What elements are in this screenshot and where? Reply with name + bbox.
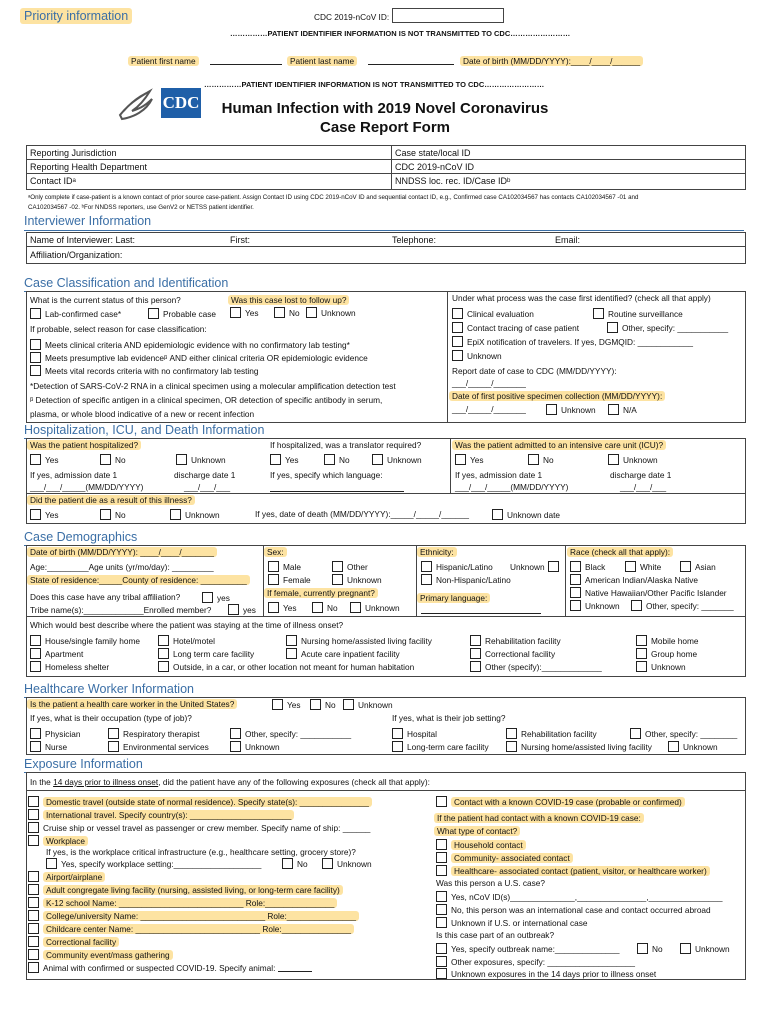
us-case-yes[interactable]: Yes, nCoV ID(s)______________,_______________,________________ xyxy=(436,891,722,902)
checkbox[interactable] xyxy=(46,858,57,869)
checkbox[interactable] xyxy=(100,454,111,465)
checkbox[interactable] xyxy=(350,602,361,613)
checkbox[interactable] xyxy=(452,350,463,361)
icu-unknown[interactable]: Unknown xyxy=(608,454,658,465)
translator-unknown[interactable]: Unknown xyxy=(372,454,422,465)
last-name-input[interactable] xyxy=(368,64,454,65)
occ-physician[interactable]: Physician xyxy=(30,728,81,739)
hosp-yes[interactable]: Yes xyxy=(30,454,59,465)
lost-no-option[interactable]: No xyxy=(274,307,300,318)
probable-option[interactable]: Probable case xyxy=(148,308,216,319)
primary-language-label[interactable]: Primary language: xyxy=(417,593,490,603)
checkbox[interactable] xyxy=(28,923,39,934)
checkbox[interactable] xyxy=(332,574,343,585)
setting-correctional[interactable]: Correctional facility xyxy=(470,648,555,659)
checkbox[interactable] xyxy=(30,308,41,319)
setting-nursing[interactable]: Nursing home/assisted living facility xyxy=(286,635,432,646)
report-date-input[interactable]: ___/_____/_______ xyxy=(452,378,526,388)
race-white[interactable]: White xyxy=(625,561,661,572)
checkbox[interactable] xyxy=(158,635,169,646)
exp-congregate[interactable]: Adult congregate living facility (nursing, assisted living, or long-term care facility) xyxy=(28,884,343,895)
exp-known-contact[interactable]: Contact with a known COVID-19 case (probable or confirmed) xyxy=(436,796,685,807)
death-date-unknown[interactable]: Unknown date xyxy=(492,509,560,520)
checkbox[interactable] xyxy=(228,604,239,615)
discharge-date-label: discharge date 1 xyxy=(174,470,236,480)
reporting-jurisdiction-field[interactable]: Reporting Jurisdiction xyxy=(30,148,117,158)
icu-yes[interactable]: Yes xyxy=(455,454,484,465)
hcw-yes[interactable]: Yes xyxy=(272,699,301,710)
icu-question: Was the patient admitted to an intensive care unit (ICU)? xyxy=(452,440,666,450)
checkbox[interactable] xyxy=(30,454,41,465)
not-transmitted-notice: ……………PATIENT IDENTIFIER INFORMATION IS NOT TRANSMITTED TO CDC…………………… xyxy=(230,29,571,38)
cdc-ncov-id-field[interactable]: CDC 2019-nCoV ID xyxy=(395,162,475,172)
died-yes[interactable]: Yes xyxy=(30,509,59,520)
race-label: Race (check all that apply): xyxy=(567,547,673,557)
sex-unknown[interactable]: Unknown xyxy=(332,574,382,585)
setting-hotel[interactable]: Hotel/motel xyxy=(158,635,215,646)
checkbox[interactable] xyxy=(30,661,41,672)
sex-male[interactable]: Male xyxy=(268,561,301,572)
job-unknown[interactable]: Unknown xyxy=(668,741,718,752)
checkbox[interactable] xyxy=(506,741,517,752)
exp-childcare[interactable]: Childcare center Name: ___________________________ Role:_______________ xyxy=(28,923,354,934)
checkbox[interactable] xyxy=(170,509,181,520)
checkbox[interactable] xyxy=(625,561,636,572)
checkbox[interactable] xyxy=(324,454,335,465)
note-plasma: plasma, or whole blood indicative of a new or recent infection xyxy=(30,409,255,419)
setting-house[interactable]: House/single family home xyxy=(30,635,140,646)
job-hospital[interactable]: Hospital xyxy=(392,728,437,739)
checkbox[interactable] xyxy=(668,741,679,752)
checkbox[interactable] xyxy=(436,917,447,928)
checkbox[interactable] xyxy=(28,962,39,973)
first-name-input[interactable] xyxy=(210,64,282,65)
job-setting-label: If yes, what is their job setting? xyxy=(392,713,506,723)
checkbox[interactable] xyxy=(436,943,447,954)
checkbox[interactable] xyxy=(372,454,383,465)
icu-admission-label: If yes, admission date 1 xyxy=(455,470,543,480)
checkbox[interactable] xyxy=(268,561,279,572)
race-unknown[interactable]: Unknown xyxy=(570,600,620,611)
job-other[interactable]: Other, specify: ________ xyxy=(630,728,737,739)
checkbox[interactable] xyxy=(230,728,241,739)
translator-yes[interactable]: Yes xyxy=(270,454,299,465)
exp-correctional[interactable]: Correctional facility xyxy=(28,936,119,947)
checkbox[interactable] xyxy=(28,835,39,846)
classification-heading: Case Classification and Identification xyxy=(24,276,229,290)
admission-date-input[interactable]: ___/___/_____(MM/DD/YYYY) xyxy=(30,482,144,492)
checkbox[interactable] xyxy=(636,661,647,672)
checkbox[interactable] xyxy=(436,956,447,967)
hcw-heading: Healthcare Worker Information xyxy=(24,682,194,696)
checkbox[interactable] xyxy=(506,728,517,739)
checkbox[interactable] xyxy=(436,839,447,850)
checkbox[interactable] xyxy=(176,454,187,465)
checkbox[interactable] xyxy=(310,699,321,710)
note-rna-detection: *Detection of SARS-CoV-2 RNA in a clinical specimen using a molecular amplification detection test xyxy=(30,381,396,391)
language-input[interactable] xyxy=(270,491,404,492)
checkbox[interactable] xyxy=(607,322,618,333)
checkbox[interactable] xyxy=(570,561,581,572)
checkbox[interactable] xyxy=(28,822,39,833)
checkbox[interactable] xyxy=(421,574,432,585)
exp-k12[interactable]: K-12 school Name: ___________________________ Role:_______________ xyxy=(28,897,337,908)
process-other-option[interactable]: Other, specify: ___________ xyxy=(607,322,728,333)
checkbox[interactable] xyxy=(637,943,648,954)
exp-airport[interactable]: Airport/airplane xyxy=(28,871,105,882)
setting-mobile[interactable]: Mobile home xyxy=(636,635,699,646)
checkbox[interactable] xyxy=(230,741,241,752)
admission-date-label: If yes, admission date 1 xyxy=(30,470,118,480)
setting-homeless[interactable]: Homeless shelter xyxy=(30,661,109,672)
checkbox[interactable] xyxy=(636,648,647,659)
checkbox[interactable] xyxy=(436,891,447,902)
checkbox[interactable] xyxy=(455,454,466,465)
exp-community[interactable]: Community event/mass gathering xyxy=(28,949,173,960)
checkbox[interactable] xyxy=(312,602,323,613)
had-contact-label: If the patient had contact with a known COVID-19 case: xyxy=(434,813,644,823)
checkbox[interactable] xyxy=(158,648,169,659)
setting-group[interactable]: Group home xyxy=(636,648,697,659)
us-case-no[interactable]: No, this person was an international case and contact occurred abroad xyxy=(436,904,711,915)
checkbox[interactable] xyxy=(28,809,39,820)
exp-international[interactable]: International travel. Specify country(s): ______________________ xyxy=(28,809,294,820)
hospitalization-heading: Hospitalization, ICU, and Death Information xyxy=(24,423,265,437)
checkbox[interactable] xyxy=(30,728,41,739)
language-label: If yes, specify which language: xyxy=(270,470,383,480)
outbreak-no[interactable]: No xyxy=(637,943,663,954)
tribe-name-input[interactable]: Tribe name(s):_____________Enrolled member? xyxy=(30,605,212,615)
other-exposures[interactable]: Other exposures, specify: ___________________ xyxy=(436,956,635,967)
checkbox[interactable] xyxy=(343,699,354,710)
sex-female[interactable]: Female xyxy=(268,574,311,585)
checkbox[interactable] xyxy=(158,661,169,672)
occ-unknown[interactable]: Unknown xyxy=(230,741,280,752)
checkbox[interactable] xyxy=(470,648,481,659)
checkbox[interactable] xyxy=(570,600,581,611)
contact-id-field[interactable]: Contact IDᵃ xyxy=(30,176,76,186)
demo-residence[interactable]: State of residence:_____County of residence: __________ xyxy=(27,575,250,585)
exposure-heading: Exposure Information xyxy=(24,757,143,771)
checkbox[interactable] xyxy=(392,741,403,752)
icu-admission-input[interactable]: ___/___/_____(MM/DD/YYYY) xyxy=(455,482,569,492)
checkbox[interactable] xyxy=(270,454,281,465)
checkbox[interactable] xyxy=(286,635,297,646)
icu-discharge-label: discharge date 1 xyxy=(610,470,672,480)
checkbox[interactable] xyxy=(436,852,447,863)
checkbox[interactable] xyxy=(100,509,111,520)
race-aian[interactable]: American Indian/Alaska Native xyxy=(570,574,698,585)
reason-vital-records[interactable]: Meets vital records criteria with no confirmatory lab testing xyxy=(30,365,259,376)
cdc-logo: CDC xyxy=(161,88,201,118)
contact-type-label: What type of contact? xyxy=(434,826,520,836)
checkbox[interactable] xyxy=(28,949,39,960)
checkbox[interactable] xyxy=(680,561,691,572)
checkbox[interactable] xyxy=(274,307,285,318)
interviewer-heading: Interviewer Information xyxy=(24,214,152,228)
setting-apartment[interactable]: Apartment xyxy=(30,648,83,659)
checkbox[interactable] xyxy=(148,308,159,319)
race-other[interactable]: Other, specify: _______ xyxy=(631,600,734,611)
exp-critical-no[interactable]: No xyxy=(282,858,308,869)
reason-presumptive-lab[interactable]: Meets presumptive lab evidenceᵝ AND either clinical criteria OR epidemiologic evidence xyxy=(30,352,368,363)
checkbox[interactable] xyxy=(436,968,447,979)
demographics-heading: Case Demographics xyxy=(24,530,138,544)
outbreak-yes[interactable]: Yes, specify outbreak name:______________ xyxy=(436,943,620,954)
hcw-no[interactable]: No xyxy=(310,699,336,710)
note-antigen: ᵝ Detection of specific antigen in a clinical specimen, OR detection of specific antibody in serum, xyxy=(30,395,383,405)
process-question: Under what process was the case first identified? (check all that apply) xyxy=(452,293,711,303)
reason-clinical-epi[interactable]: Meets clinical criteria AND epidemiologic evidence with no confirmatory lab testing* xyxy=(30,339,350,350)
translator-no[interactable]: No xyxy=(324,454,350,465)
outbreak-question: Is this case part of an outbreak? xyxy=(436,930,555,940)
contact-tracing-option[interactable]: Contact tracing of case patient xyxy=(452,322,579,333)
checkbox[interactable] xyxy=(268,602,279,613)
exp-critical-unknown[interactable]: Unknown xyxy=(322,858,372,869)
checkbox[interactable] xyxy=(631,600,642,611)
exp-critical-yes[interactable]: Yes, specify workplace setting:___________________ xyxy=(46,858,261,869)
exposure-intro: In the 14 days prior to illness onset, did the patient have any of the following exposures (check all that apply): xyxy=(30,777,430,787)
checkbox[interactable] xyxy=(608,454,619,465)
setting-unknown[interactable]: Unknown xyxy=(636,661,686,672)
cdc-id-label: CDC 2019-nCoV ID: xyxy=(314,12,390,22)
discharge-date-input[interactable]: ___/___/___ xyxy=(184,482,231,492)
clinical-evaluation-option[interactable]: Clinical evaluation xyxy=(452,308,534,319)
checkbox[interactable] xyxy=(30,648,41,659)
outbreak-unknown[interactable]: Unknown xyxy=(680,943,730,954)
probable-reason-label: If probable, select reason for case classification: xyxy=(30,324,207,334)
checkbox[interactable] xyxy=(268,574,279,585)
checkbox[interactable] xyxy=(28,936,39,947)
checkbox[interactable] xyxy=(30,635,41,646)
hospitalized-question: Was the patient hospitalized? xyxy=(27,440,141,450)
tribal-yes[interactable]: yes xyxy=(202,592,230,603)
epix-option[interactable]: EpiX notification of travelers. If yes, DGMQID: ____________ xyxy=(452,336,693,347)
pregnant-question: If female, currently pregnant? xyxy=(264,588,378,598)
form-title-line1: Human Infection with 2019 Novel Coronavirus xyxy=(221,100,549,117)
checkbox[interactable] xyxy=(108,741,119,752)
patient-last-name-label: Patient last name xyxy=(287,56,357,66)
checkbox[interactable] xyxy=(28,884,39,895)
cdc-id-input[interactable] xyxy=(392,8,504,23)
interviewer-email[interactable]: Email: xyxy=(555,235,581,245)
icu-discharge-input[interactable]: ___/___/___ xyxy=(620,482,667,492)
checkbox[interactable] xyxy=(608,404,619,415)
checkbox[interactable] xyxy=(30,339,41,350)
checkbox[interactable] xyxy=(548,561,559,572)
checkbox[interactable] xyxy=(436,904,447,915)
checkbox[interactable] xyxy=(546,404,557,415)
race-black[interactable]: Black xyxy=(570,561,605,572)
primary-language-input[interactable] xyxy=(421,613,541,614)
checkbox[interactable] xyxy=(286,648,297,659)
setting-outside[interactable]: Outside, in a car, or other location not meant for human habitation xyxy=(158,661,414,672)
first-positive-input[interactable]: ___/_____/_______ xyxy=(452,404,526,414)
occupation-label: If yes, what is their occupation (type of job)? xyxy=(30,713,192,723)
lost-yes-option[interactable]: Yes xyxy=(230,307,259,318)
interviewer-affiliation[interactable]: Affiliation/Organization: xyxy=(30,250,123,260)
checkbox[interactable] xyxy=(202,592,213,603)
hcw-question: Is the patient a health care worker in the United States? xyxy=(27,699,237,709)
occ-other[interactable]: Other, specify: ___________ xyxy=(230,728,351,739)
occ-environmental[interactable]: Environmental services xyxy=(108,741,209,752)
checkbox[interactable] xyxy=(272,699,283,710)
checkbox[interactable] xyxy=(28,796,39,807)
report-date-label: Report date of case to CDC (MM/DD/YYYY): xyxy=(452,366,617,376)
died-question: Did the patient die as a result of this illness? xyxy=(27,495,195,505)
footnote-b: CA102034567 -02. ᵇFor NNDSS reporters, use GenV2 or NETSS patient identifier. xyxy=(28,204,254,211)
hcw-unknown[interactable]: Unknown xyxy=(343,699,393,710)
checkbox[interactable] xyxy=(30,352,41,363)
translator-question: If hospitalized, was a translator required? xyxy=(270,440,422,450)
exp-cruise[interactable]: Cruise ship or vessel travel as passenger or crew member. Specify name of ship: ______ xyxy=(28,822,370,833)
footnote-a: ᵃOnly complete if case-patient is a known contact of prior source case-patient. Assign Contact ID using CDC 2019-nCoV ID and sequential contact ID, e.g., Confirmed case CA102034567 has contacts CA102034567 -01 and xyxy=(28,194,639,201)
exp-college[interactable]: College/university Name: ___________________________ Role:_______________ xyxy=(28,910,359,921)
checkbox[interactable] xyxy=(570,587,581,598)
patient-first-name-label: Patient first name xyxy=(128,56,199,66)
exp-animal[interactable]: Animal with confirmed or suspected COVID-19. Specify animal: xyxy=(28,962,312,973)
ethnicity-non-hispanic[interactable]: Non-Hispanic/Latino xyxy=(421,574,511,585)
checkbox[interactable] xyxy=(452,336,463,347)
first-positive-unknown[interactable]: Unknown xyxy=(546,404,596,415)
form-title-line2: Case Report Form xyxy=(319,119,451,136)
us-case-unknown[interactable]: Unknown if U.S. or international case xyxy=(436,917,588,928)
interviewer-phone[interactable]: Telephone: xyxy=(392,235,437,245)
sex-other[interactable]: Other xyxy=(332,561,368,572)
checkbox[interactable] xyxy=(282,858,293,869)
checkbox[interactable] xyxy=(322,858,333,869)
checkbox[interactable] xyxy=(28,871,39,882)
sex-label: Sex: xyxy=(264,547,287,557)
ethnicity-hispanic[interactable]: Hispanic/Latino xyxy=(421,561,493,572)
setting-acute[interactable]: Acute care inpatient facility xyxy=(286,648,400,659)
job-rehab[interactable]: Rehabilitation facility xyxy=(506,728,597,739)
setting-other[interactable]: Other (specify):_____________ xyxy=(470,661,602,672)
status-question: What is the current status of this person? xyxy=(30,295,181,305)
checkbox[interactable] xyxy=(421,561,432,572)
tribal-question: Does this case have any tribal affiliation? xyxy=(30,592,181,602)
checkbox[interactable] xyxy=(332,561,343,572)
hosp-unknown[interactable]: Unknown xyxy=(176,454,226,465)
process-unknown-option[interactable]: Unknown xyxy=(452,350,502,361)
checkbox[interactable] xyxy=(392,728,403,739)
checkbox[interactable] xyxy=(528,454,539,465)
checkbox[interactable] xyxy=(108,728,119,739)
checkbox[interactable] xyxy=(630,728,641,739)
demo-age[interactable]: Age:_________Age units (yr/mo/day): _________ xyxy=(30,562,214,572)
checkbox[interactable] xyxy=(452,322,463,333)
not-transmitted-notice-2: ……………PATIENT IDENTIFIER INFORMATION IS NOT TRANSMITTED TO CDC…………………… xyxy=(204,80,545,89)
checkbox[interactable] xyxy=(436,796,447,807)
exp-critical-question: If yes, is the workplace critical infrastructure (e.g., healthcare setting, grocery store)? xyxy=(46,847,356,857)
dob-header-label[interactable]: Date of birth (MM/DD/YYYY):____/____/______ xyxy=(460,56,643,66)
death-date-input[interactable]: If yes, date of death (MM/DD/YYYY):_____/_____/______ xyxy=(255,509,470,519)
checkbox[interactable] xyxy=(570,574,581,585)
icu-no[interactable]: No xyxy=(528,454,554,465)
setting-rehab[interactable]: Rehabilitation facility xyxy=(470,635,561,646)
first-positive-label: Date of first positive specimen collection (MM/DD/YYYY): xyxy=(449,391,665,401)
contact-healthcare[interactable]: Healthcare- associated contact (patient, visitor, or healthcare worker) xyxy=(436,865,710,876)
priority-label: Priority information xyxy=(20,8,132,24)
checkbox[interactable] xyxy=(30,509,41,520)
first-positive-na[interactable]: N/A xyxy=(608,404,637,415)
died-no[interactable]: No xyxy=(100,509,126,520)
checkbox[interactable] xyxy=(436,865,447,876)
checkbox[interactable] xyxy=(593,308,604,319)
demo-dob[interactable]: Date of birth (MM/DD/YYYY): ____/____/_______ xyxy=(27,547,217,557)
contact-community[interactable]: Community- associated contact xyxy=(436,852,573,863)
job-ltc[interactable]: Long-term care facility xyxy=(392,741,489,752)
checkbox[interactable] xyxy=(30,741,41,752)
nndss-id-field[interactable]: NNDSS loc. rec. ID/Case IDᵇ xyxy=(395,176,511,186)
checkbox[interactable] xyxy=(636,635,647,646)
setting-question: Which would best describe where the patient was staying at the time of illness onset? xyxy=(30,620,344,630)
occ-respiratory[interactable]: Respiratory therapist xyxy=(108,728,200,739)
pregnant-no[interactable]: No xyxy=(312,602,338,613)
us-case-question: Was this person a U.S. case? xyxy=(436,878,545,888)
exp-workplace[interactable]: Workplace xyxy=(28,835,88,846)
checkbox[interactable] xyxy=(28,897,39,908)
lab-confirmed-option[interactable]: Lab-confirmed case* xyxy=(30,308,121,319)
occ-nurse[interactable]: Nurse xyxy=(30,741,67,752)
checkbox[interactable] xyxy=(306,307,317,318)
enrolled-yes[interactable]: yes xyxy=(228,604,256,615)
checkbox[interactable] xyxy=(470,661,481,672)
lost-follow-up-question: Was this case lost to follow up? xyxy=(228,295,349,305)
checkbox[interactable] xyxy=(680,943,691,954)
checkbox[interactable] xyxy=(492,509,503,520)
checkbox[interactable] xyxy=(230,307,241,318)
died-unknown[interactable]: Unknown xyxy=(170,509,220,520)
checkbox[interactable] xyxy=(470,635,481,646)
pregnant-yes[interactable]: Yes xyxy=(268,602,297,613)
contact-household[interactable]: Household contact xyxy=(436,839,526,850)
interviewer-first-name[interactable]: First: xyxy=(230,235,250,245)
race-asian[interactable]: Asian xyxy=(680,561,716,572)
routine-surveillance-option[interactable]: Routine surveillance xyxy=(593,308,683,319)
setting-ltc[interactable]: Long term care facility xyxy=(158,648,254,659)
checkbox[interactable] xyxy=(30,365,41,376)
race-nhpi[interactable]: Native Hawaiian/Other Pacific Islander xyxy=(570,587,727,598)
case-state-id-field[interactable]: Case state/local ID xyxy=(395,148,471,158)
checkbox[interactable] xyxy=(452,308,463,319)
reporting-health-dept-field[interactable]: Reporting Health Department xyxy=(30,162,148,172)
job-nursing[interactable]: Nursing home/assisted living facility xyxy=(506,741,652,752)
interviewer-last-name[interactable]: Name of Interviewer: Last: xyxy=(30,235,136,245)
unknown-exposures[interactable]: Unknown exposures in the 14 days prior to illness onset xyxy=(436,968,656,979)
lost-unknown-option[interactable]: Unknown xyxy=(306,307,356,318)
ethnicity-label: Ethnicity: xyxy=(417,547,457,557)
exp-domestic[interactable]: Domestic travel (outside state of normal residence). Specify state(s): _______________ xyxy=(28,796,372,807)
pregnant-unknown[interactable]: Unknown xyxy=(350,602,400,613)
checkbox[interactable] xyxy=(28,910,39,921)
ethnicity-unknown[interactable]: Unknown xyxy=(510,561,563,572)
hosp-no[interactable]: No xyxy=(100,454,126,465)
